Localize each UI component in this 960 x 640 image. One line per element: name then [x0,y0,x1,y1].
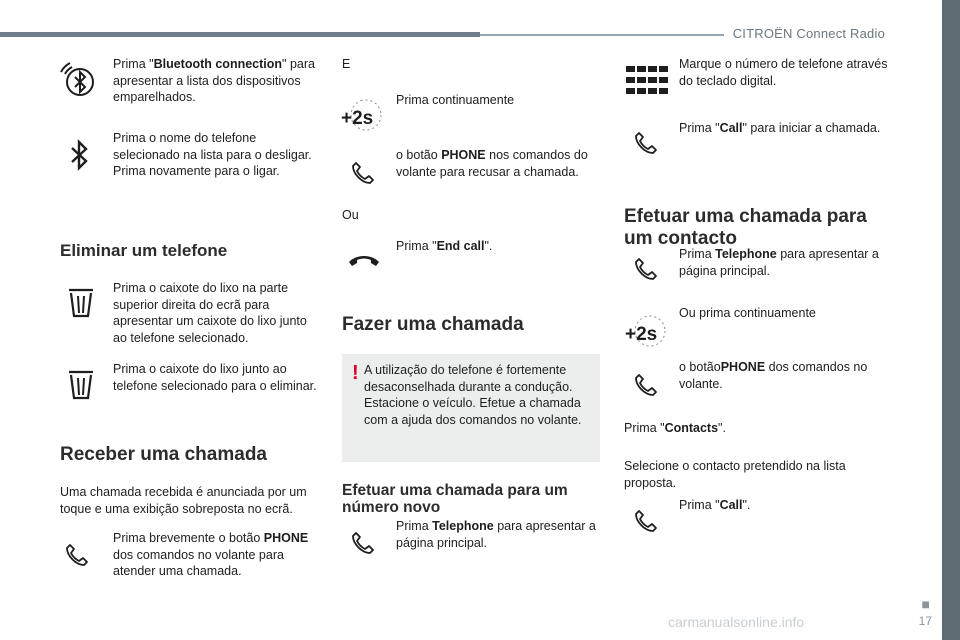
text-call-contact: Prima "Call". [679,498,751,512]
text-trash-delete: Prima o caixote do lixo junto ao telefone selecionado para o eliminar. [113,362,317,393]
text-bluetooth-connection: Prima "Bluetooth connection" para apresentar a lista dos dispositivos emparelhados. [113,57,315,104]
warning-text: A utilização do telefone é fortemente desaconselhada durante a condução. Estacione o veículo. Efetue a chamada com a ajuda dos comandos no volante. [364,363,582,427]
trash-icon [68,370,94,400]
text-ou: Ou [342,208,359,222]
page-header-title: CITROËN Connect Radio [732,26,885,41]
text-reject-call: o botão PHONE nos comandos do volante para recusar a chamada. [396,148,588,179]
hang-up-icon [346,250,382,270]
phone-handset-icon [64,542,90,568]
phone-handset-icon [350,530,376,556]
header-rule [480,34,724,36]
header-bar [0,32,480,37]
phone-handset-icon [633,256,659,282]
text-receive-call: Uma chamada recebida é anunciada por um toque e uma exibição sobreposta no ecrã. [60,485,307,516]
text-e: E [342,57,351,71]
text-phone-button: o botãoPHONE dos comandos no volante. [679,360,868,391]
phone-handset-icon [633,130,659,156]
trash-icon [68,288,94,318]
bluetooth-icon [68,138,92,172]
text-or-press-continuously: Ou prima continuamente [679,306,816,320]
warning-box [342,354,600,462]
heading-receive-call: Receber uma chamada [60,444,267,465]
keypad-icon [626,66,668,94]
text-start-call: Prima "Call" para iniciar a chamada. [679,121,881,135]
phone-handset-icon [350,160,376,186]
text-contacts: Prima "Contacts". [624,421,726,435]
heading-make-call: Fazer uma chamada [342,314,524,335]
text-dial-number: Marque o número de telefone através do teclado digital. [679,57,888,88]
svg-text:+2s: +2s [341,108,374,129]
text-press-continuously: Prima continuamente [396,93,515,107]
heading-delete-phone: Eliminar um telefone [60,241,228,260]
warning-icon: ! [352,362,359,384]
text-end-call: Prima "End call". [396,239,493,253]
page-marker: ■ [921,596,930,612]
press-hold-2s-icon [340,96,384,136]
heading-call-new-number: Efetuar uma chamada para um número novo [342,482,568,516]
watermark: carmanualsonline.info [668,614,805,630]
text-telephone-main-contact: Prima Telephone para apresentar a página principal. [679,247,879,278]
text-select-phone: Prima o nome do telefone selecionado na lista para o desligar. Prima novamente para o ligar. [113,131,312,178]
page-number: 17 [918,614,932,628]
text-trash-top: Prima o caixote do lixo na parte superior direita do ecrã para apresentar um caixote do lixo junto ao telefone selecionado. [113,281,307,345]
press-hold-2s-icon [624,312,668,352]
text-telephone-main: Prima Telephone para apresentar a página principal. [396,519,596,550]
phone-handset-icon [633,372,659,398]
text-answer-call: Prima brevemente o botão PHONE dos comandos no volante para atender uma chamada. [113,531,309,578]
side-strip [942,0,960,640]
svg-text:+2s: +2s [625,324,658,345]
text-select-contact: Selecione o contacto pretendido na lista proposta. [624,459,846,490]
heading-call-contact: Efetuar uma chamada para um contacto [624,206,867,249]
phone-handset-icon [633,508,659,534]
bluetooth-circle-icon [58,60,98,100]
